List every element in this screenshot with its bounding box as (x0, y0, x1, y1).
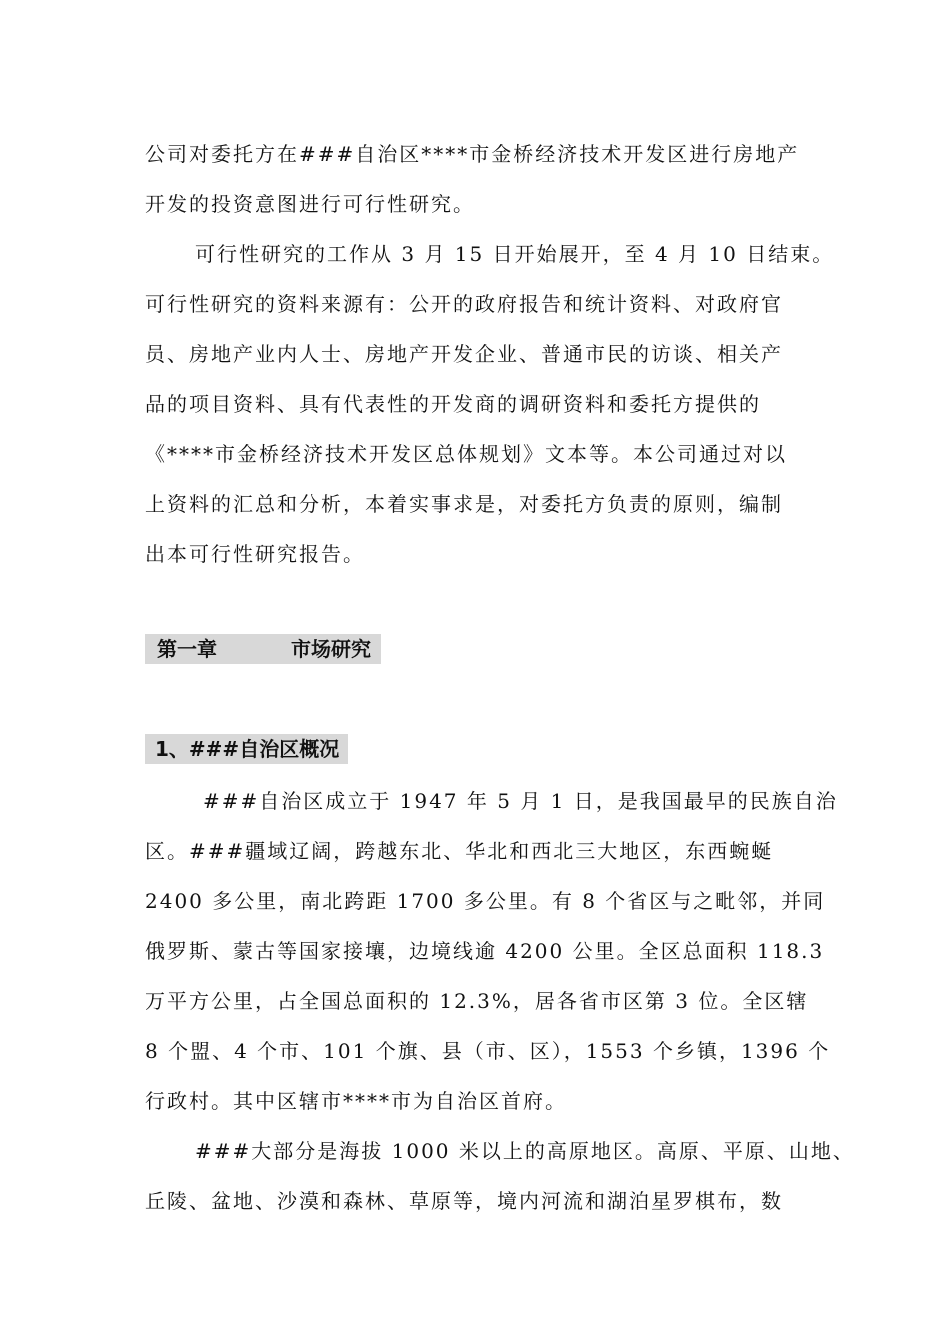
intro-line-8: 上资料的汇总和分析，本着实事求是，对委托方负责的原则，编制 (145, 492, 783, 516)
body-line-3: 2400 多公里，南北跨距 1700 多公里。有 8 个省区与之毗邻，并同 (145, 889, 826, 913)
chapter-title: 市场研究 (291, 637, 371, 661)
intro-line-2: 开发的投资意图进行可行性研究。 (145, 192, 475, 216)
intro-line-9: 出本可行性研究报告。 (145, 542, 365, 566)
intro-line-1: 公司对委托方在###自治区****市金桥经济技术开发区进行房地产 (145, 142, 800, 166)
intro-line-4: 可行性研究的资料来源有：公开的政府报告和统计资料、对政府官 (145, 292, 783, 316)
chapter-number: 第一章 (157, 637, 217, 661)
body-line-5: 万平方公里，占全国总面积的 12.3%，居各省市区第 3 位。全区辖 (145, 989, 809, 1013)
intro-line-5: 员、房地产业内人士、房地产开发企业、普通市民的访谈、相关产 (145, 342, 783, 366)
body-line-6: 8 个盟、4 个市、101 个旗、县（市、区），1553 个乡镇，1396 个 (145, 1039, 831, 1063)
body-line-7: 行政村。其中区辖市****市为自治区首府。 (145, 1089, 567, 1113)
chapter-heading (145, 634, 381, 664)
body-line-1: ###自治区成立于 1947 年 5 月 1 日，是我国最早的民族自治 (203, 789, 838, 813)
intro-line-7: 《****市金桥经济技术开发区总体规划》文本等。本公司通过对以 (145, 442, 787, 466)
body-line-8: ###大部分是海拔 1000 米以上的高原地区。高原、平原、山地、 (195, 1139, 855, 1163)
intro-line-6: 品的项目资料、具有代表性的开发商的调研资料和委托方提供的 (145, 392, 761, 416)
section-title: 1、###自治区概况 (155, 737, 340, 761)
body-line-2: 区。###疆域辽阔，跨越东北、华北和西北三大地区，东西蜿蜒 (145, 839, 774, 863)
intro-line-3: 可行性研究的工作从 3 月 15 日开始展开，至 4 月 10 日结束。 (195, 242, 835, 266)
body-line-9: 丘陵、盆地、沙漠和森林、草原等，境内河流和湖泊星罗棋布，数 (145, 1189, 783, 1213)
body-line-4: 俄罗斯、蒙古等国家接壤，边境线逾 4200 公里。全区总面积 118.3 (145, 939, 825, 963)
section-heading (145, 734, 348, 764)
